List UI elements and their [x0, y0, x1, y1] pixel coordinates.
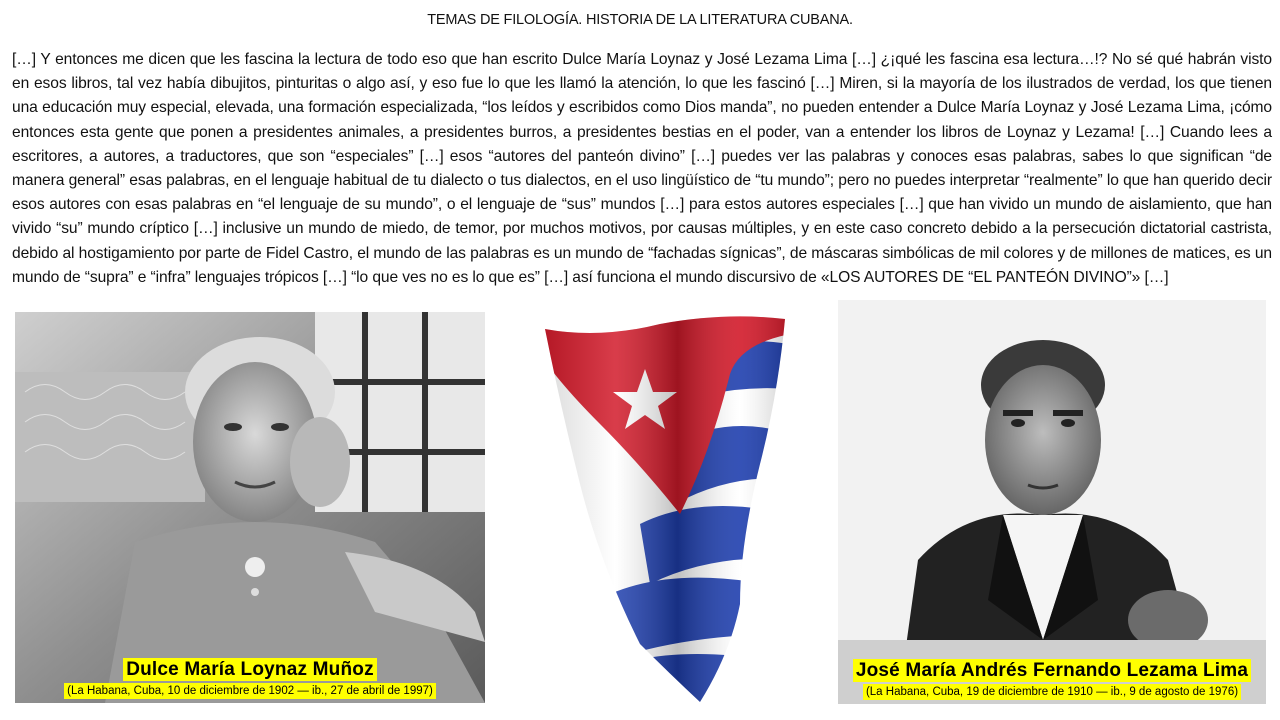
portrait-lezama	[838, 300, 1266, 704]
caption-loynaz	[15, 658, 485, 699]
name-loynaz: Dulce María Loynaz Muñoz	[123, 658, 377, 681]
cuban-flag-image	[540, 314, 790, 704]
caption-lezama	[838, 659, 1266, 700]
dates-loynaz: (La Habana, Cuba, 10 de diciembre de 1902 — ib., 27 de abril de 1997)	[64, 683, 436, 699]
quote-paragraph: […] Y entonces me dicen que les fascina la lectura de todo eso que han escrito Dulce María Loynaz y José Lezama Lima […] ¿¡qué les fascina esa lectura…!? No sé qué habrán visto en esos libros, tal vez había dibujitos, pinturitas o algo así, y eso fue lo que les llamó la atención, lo que les fascinó […] Miren, si la mayoría de los ilustrados de verdad, los que tienen una educación muy especial, elevada, una formación especializada, “los leídos y escribidos como Dios manda”, no pueden entender a Dulce María Loynaz y José Lezama Lima, ¡cómo entonces esta gente que ponen a presidentes animales, a presidentes burros, a presidentes bestias en el poder, van a entender los libros de Loynaz y Lezama! […] Cuando lees a escritores, a autores, a traductores, que son “especiales” […] esos “autores del panteón divino” […] puedes ver las palabras y conoces esas palabras, sabes lo que significan “de manera general” esas palabras, en el lenguaje habitual de tu dialecto o tus dialectos, en el uso lingüístico de “tu mundo”; pero no puedes interpretar “realmente” lo que han querido decir esos autores con esas palabras en “el lenguaje de su mundo”, o el lenguaje de “sus” mundos […] para estos autores especiales […] que han vivido un mundo de aislamiento, que han vivido “su” mundo críptico […] inclusive un mundo de miedo, de temor, por muchos motivos, por causas múltiples, y en este caso concreto debido a la persecución dictatorial castrista, debido al hostigamiento por parte de Fidel Castro, el mundo de las palabras es un mundo de “fachadas sígnicas”, de máscaras simbólicas de mil colores y de millones de matices, es un mundo de “supra” e “infra” lenguajes trópicos […] “lo que ves no es lo que es” […] así funciona el mundo discursivo de «LOS AUTORES DE “EL PANTEÓN DIVINO”» […]	[12, 51, 1272, 286]
name-lezama: José María Andrés Fernando Lezama Lima	[853, 659, 1251, 682]
dates-lezama: (La Habana, Cuba, 19 de diciembre de 1910 — ib., 9 de agosto de 1976)	[863, 684, 1241, 700]
page-title: TEMAS DE FILOLOGÍA. HISTORIA DE LA LITERATURA CUBANA.	[427, 12, 853, 28]
portrait-loynaz	[15, 312, 485, 703]
